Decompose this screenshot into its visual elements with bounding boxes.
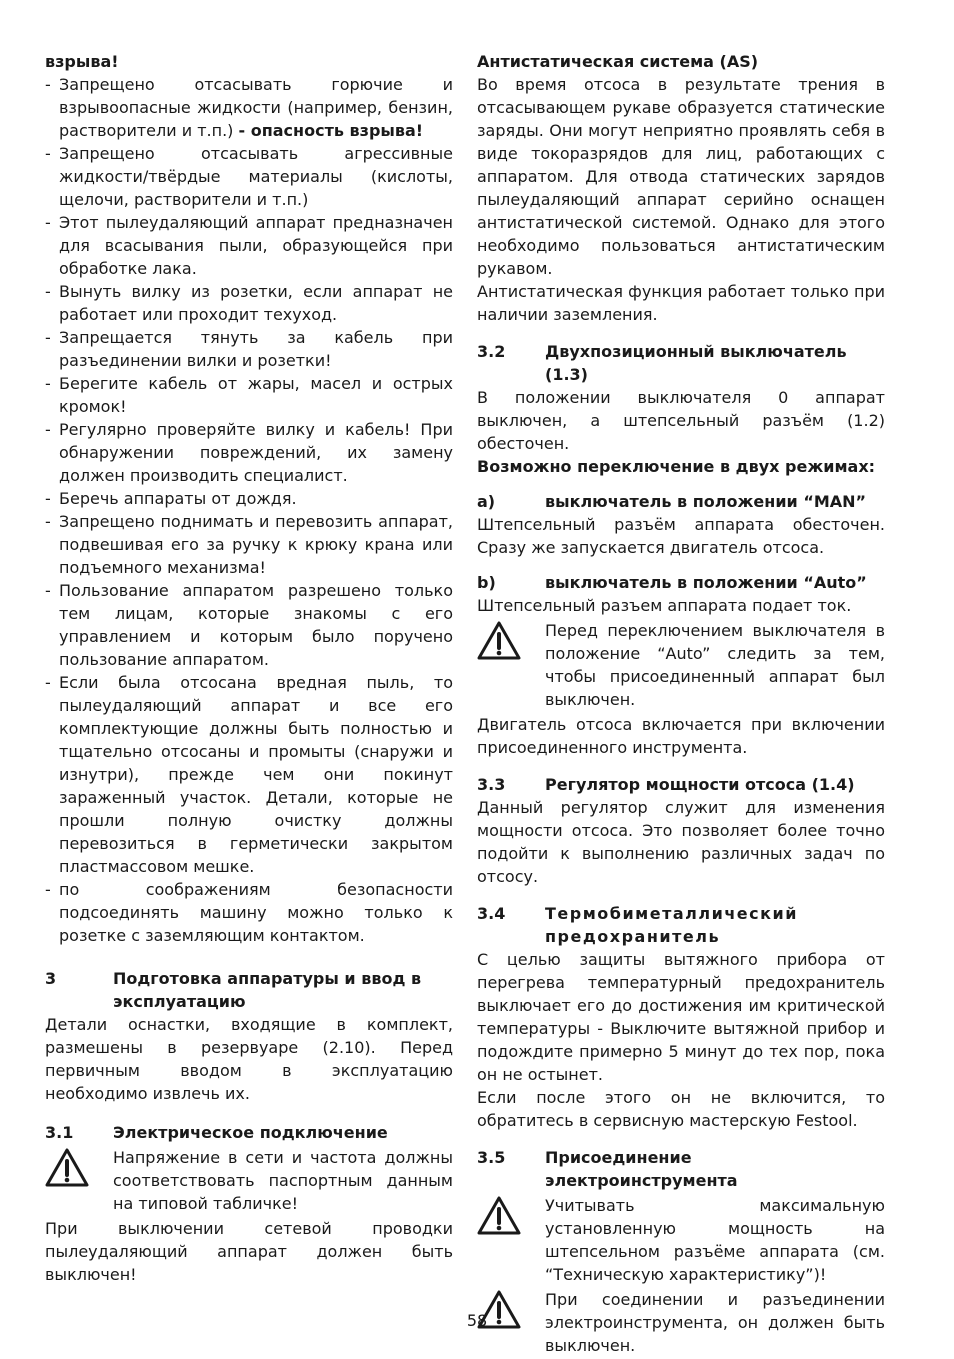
mode-b-title: выключатель в положении “Auto” (545, 573, 867, 592)
section-3-3-heading (477, 773, 885, 796)
bullet-dash: - (45, 282, 51, 301)
bullet-text: Запрещается тянуть за кабель при разъединении вилки и розетки! (59, 328, 453, 370)
safety-bullet-list (45, 73, 453, 947)
section-3-1-heading (45, 1121, 453, 1144)
section-3-2-number: 3.2 (477, 342, 506, 361)
bullet-text: Запрещено отсасывать горючие и взрывоопасные жидкости (например, бензин, растворители и т.п.) (59, 75, 453, 140)
bullet-dash: - (45, 213, 51, 232)
mode-a-heading (477, 490, 885, 513)
as-text-1: Во время отсоса в результате трения в отсасывающем рукаве образуется статические заряды. Они могут неприятно проявлять себя в виде токоразрядов для лиц, работающих с аппаратом. Для отвода статических зарядов пылеудаляющий аппарат серийно оснащен антистатической системой. Однако для этого необходимо пользоваться антистатическим рукавом. (477, 75, 885, 278)
bullet-text: Беречь аппараты от дождя. (59, 489, 297, 508)
safety-bullet-item (45, 326, 453, 372)
safety-bullet-item (45, 372, 453, 418)
safety-bullet-item (45, 579, 453, 671)
bullet-dash: - (45, 144, 51, 163)
bullet-dash: - (45, 673, 51, 692)
bullet-text: Вынуть вилку из розетки, если аппарат не работает или проходит техуход. (59, 282, 453, 324)
as-title: Антистатическая система (AS) (477, 52, 759, 71)
bullet-text: Пользование аппаратом разрешено только тем лицам, которые знакомы с его управлением и которым было поручено пользование аппаратом. (59, 581, 453, 669)
section-3-title: Подготовка аппаратуры и ввод в эксплуатацию (113, 969, 422, 1011)
safety-bullet-item (45, 671, 453, 878)
as-text-2: Антистатическая функция работает только при наличии заземления. (477, 282, 885, 324)
section-3-5-warning-1 (477, 1194, 885, 1286)
bullet-text: Этот пылеудаляющий аппарат предназначен для всасывания пыли, образующейся при обработке лака. (59, 213, 453, 278)
safety-bullet-item (45, 211, 453, 280)
bullet-text: Запрещено отсасывать агрессивные жидкости/твёрдые материалы (кислоты, щелочи, растворители и т.п.) (59, 144, 453, 209)
bullet-text: Если была отсосана вредная пыль, то пылеудаляющий аппарат и все его комплектующие должны быть полностью и тщательно отсосаны и промыты (снаружи и изнутри), прежде чем они покинут зараженный участок. Детали, которые не прошли полную очистку должны перевозиться в герметически закрытом пластмассовом мешке. (59, 673, 453, 876)
intro-bold-text: взрыва! (45, 52, 119, 71)
safety-bullet-item (45, 73, 453, 142)
page-number: 58 (466, 1311, 488, 1330)
section-3-5-warning-1-text: Учитывать максимальную установленную мощность на штепсельном разъёме аппарата (см. “Техническую характеристику”)! (545, 1196, 885, 1284)
section-3-4-text-2: Если после этого он не включится, то обратитесь в сервисную мастерскую Festool. (477, 1088, 885, 1130)
section-3-1-number: 3.1 (45, 1123, 74, 1142)
bullet-dash: - (45, 512, 51, 531)
warning-triangle-icon (477, 1194, 545, 1286)
mode-b-heading (477, 571, 885, 594)
mode-a-number: a) (477, 492, 496, 511)
section-3-2-bold-text: Возможно переключение в двух режимах: (477, 457, 876, 476)
safety-bullet-item (45, 280, 453, 326)
bullet-text: Запрещено поднимать и перевозить аппарат, подвешивая его за ручку к крюку крана или подъемного механизма! (59, 512, 453, 577)
section-3-2-title: Двухпозиционный выключатель (1.3) (545, 342, 847, 384)
safety-bullet-item (45, 510, 453, 579)
warning-triangle-icon (45, 1146, 113, 1215)
left-column (45, 50, 453, 1286)
safety-bullet-item (45, 142, 453, 211)
section-3-4-text-1: С целью защиты вытяжного прибора от перегрева температурный предохранитель выключает его до достижения им критической температуры - Выключите вытяжной прибор и подождите примерно 5 минут до тех пор, пока он не остынет. (477, 950, 885, 1084)
section-3-1-warning-text: Напряжение в сети и частота должны соответствовать паспортным данным на типовой табличке! (113, 1148, 453, 1213)
mode-a-title: выключатель в положении “MAN” (545, 492, 867, 511)
bullet-dash: - (45, 328, 51, 347)
bullet-dash: - (45, 374, 51, 393)
section-3-4-heading (477, 902, 885, 948)
section-3-3-title: Регулятор мощности отсоса (1.4) (545, 775, 855, 794)
bullet-dash: - (45, 420, 51, 439)
section-3-5-warning-2-text: При соединении и разъединении электроинструмента, он должен быть выключен. (545, 1290, 885, 1355)
bullet-text: по соображениям безопасности подсоединять машину можно только к розетке с заземляющим контактом. (59, 880, 453, 945)
section-3-5-heading (477, 1146, 885, 1192)
section-3-1-text: При выключении сетевой проводки пылеудаляющий аппарат должен быть выключен! (45, 1219, 453, 1284)
section-3-3-number: 3.3 (477, 775, 506, 794)
bullet-dash: - (45, 880, 51, 899)
section-3-2-heading (477, 340, 885, 386)
section-3-1-warning (45, 1146, 453, 1215)
bullet-bold-text: - опасность взрыва! (238, 121, 424, 140)
mode-a-text: Штепсельный разъём аппарата обесточен. Сразу же запускается двигатель отсоса. (477, 515, 885, 557)
mode-b-text: Штепсельный разъем аппарата подает ток. (477, 596, 852, 615)
section-3-2-text: В положении выключателя 0 аппарат выключен, а штепсельный разъём (1.2) обесточен. (477, 388, 885, 453)
bullet-dash: - (45, 489, 51, 508)
section-3-4-title: Термобиметаллический предохранитель (545, 904, 798, 946)
section-3-5-number: 3.5 (477, 1148, 506, 1167)
right-column (477, 50, 885, 1359)
bullet-text: Берегите кабель от жары, масел и острых кромок! (59, 374, 453, 416)
section-3-text: Детали оснастки, входящие в комплект, размешены в резервуаре (2.10). Перед первичным вводом в эксплуатацию необходимо извлечь их. (45, 1015, 453, 1103)
bullet-dash: - (45, 581, 51, 600)
mode-b-number: b) (477, 573, 496, 592)
safety-bullet-item (45, 418, 453, 487)
warning-triangle-icon (477, 619, 545, 711)
bullet-text: Регулярно проверяйте вилку и кабель! При обнаружении повреждений, их замену должен производить специалист. (59, 420, 453, 485)
section-3-number: 3 (45, 969, 57, 988)
section-3-heading (45, 967, 453, 1013)
section-3-1-title: Электрическое подключение (113, 1123, 388, 1142)
mode-b-warning (477, 619, 885, 711)
section-3-3-text: Данный регулятор служит для изменения мощности отсоса. Это позволяет более точно подойти к выполнению различных задач по отсосу. (477, 798, 885, 886)
mode-b-warning-text: Перед переключением выключателя в положение “Auto” следить за тем, чтобы присоединенный аппарат был выключен. (545, 621, 885, 709)
section-3-5-title: Присоединение электроинструмента (545, 1148, 738, 1190)
bullet-dash: - (45, 75, 51, 94)
safety-bullet-item (45, 878, 453, 947)
section-3-4-number: 3.4 (477, 904, 506, 923)
safety-bullet-item (45, 487, 453, 510)
mode-b-text-2: Двигатель отсоса включается при включении присоединенного инструмента. (477, 715, 885, 757)
